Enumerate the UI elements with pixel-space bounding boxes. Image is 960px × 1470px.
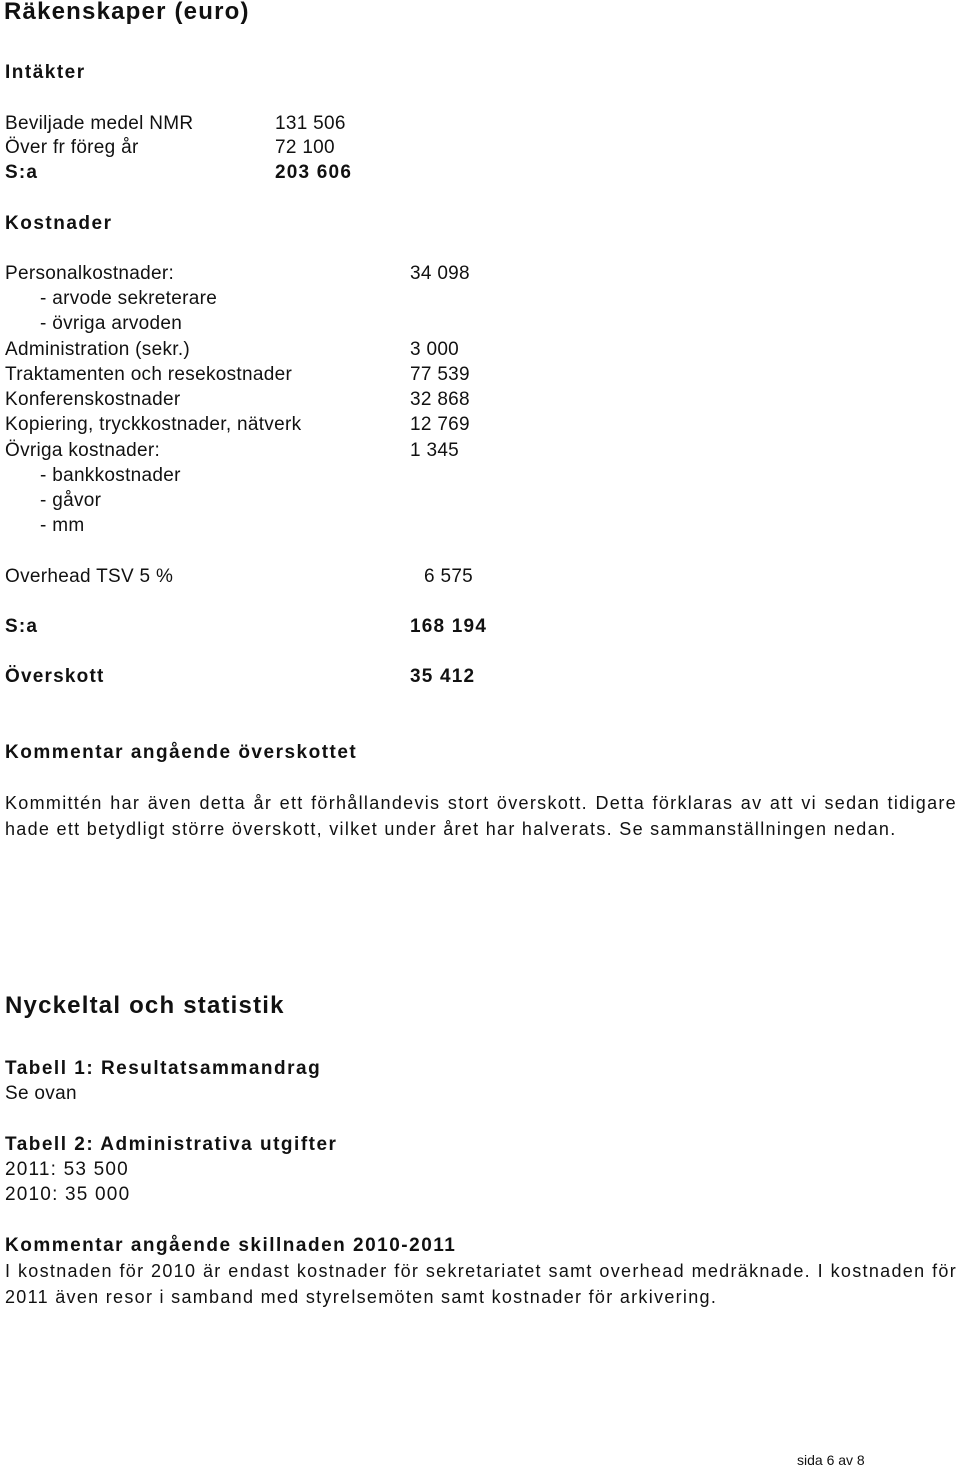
cost-value: 32 868 (410, 389, 470, 410)
income-label: Beviljade medel NMR (5, 113, 194, 134)
cost-label: Kopiering, tryckkostnader, nätverk (5, 414, 302, 435)
cost-label: Övriga kostnader: (5, 440, 161, 461)
income-value: 131 506 (275, 113, 346, 134)
surplus-comment-heading: Kommentar angående överskottet (5, 742, 358, 763)
cost-sub-label: - övriga arvoden (40, 313, 183, 334)
cost-label: Traktamenten och resekostnader (5, 364, 293, 385)
surplus-label: Överskott (5, 666, 105, 687)
cost-value: 34 098 (410, 263, 470, 284)
overhead-value: 6 575 (424, 566, 474, 587)
stats-heading: Nyckeltal och statistik (5, 992, 285, 1019)
cost-value: 12 769 (410, 414, 470, 435)
page-number: sida 6 av 8 (797, 1452, 865, 1468)
table2-heading: Tabell 2: Administrativa utgifter (5, 1134, 338, 1155)
table2-line: 2011: 53 500 (5, 1159, 129, 1180)
cost-sub-label: - mm (40, 515, 85, 536)
difference-comment-heading: Kommentar angående skillnaden 2010-2011 (5, 1235, 457, 1256)
cost-value: 77 539 (410, 364, 470, 385)
income-total-value: 203 606 (275, 162, 353, 183)
costs-total-value: 168 194 (410, 616, 488, 637)
costs-total-label: S:a (5, 616, 39, 637)
overhead-label: Overhead TSV 5 % (5, 566, 174, 587)
cost-sub-label: - arvode sekreterare (40, 288, 218, 309)
cost-value: 3 000 (410, 339, 460, 360)
cost-sub-label: - gåvor (40, 490, 102, 511)
income-heading: Intäkter (5, 62, 86, 83)
table1-heading: Tabell 1: Resultatsammandrag (5, 1058, 322, 1079)
cost-sub-label: - bankkostnader (40, 465, 181, 486)
cost-label: Administration (sekr.) (5, 339, 191, 360)
cost-value: 1 345 (410, 440, 460, 461)
costs-heading: Kostnader (5, 213, 113, 234)
cost-label: Personalkostnader: (5, 263, 175, 284)
page-title: Räkenskaper (euro) (4, 0, 250, 25)
income-value: 72 100 (275, 137, 335, 158)
table2-line: 2010: 35 000 (5, 1184, 131, 1205)
table1-text: Se ovan (5, 1083, 77, 1104)
income-total-label: S:a (5, 162, 39, 183)
surplus-comment-text: Kommittén har även detta år ett förhållandevis stort överskott. Detta förklaras av att vi sedan tidigare hade ett betydligt större överskott, vilket under året har halverats. Se sammanställningen nedan. (5, 793, 957, 839)
difference-comment-text: I kostnaden för 2010 är endast kostnader för sekretariatet samt overhead medräknade. I kostnaden för 2011 även resor i samband med styrelsemöten samt kostnader för arkivering. (5, 1261, 957, 1307)
surplus-value: 35 412 (410, 666, 476, 687)
cost-label: Konferenskostnader (5, 389, 181, 410)
income-label: Över fr föreg år (5, 137, 139, 158)
